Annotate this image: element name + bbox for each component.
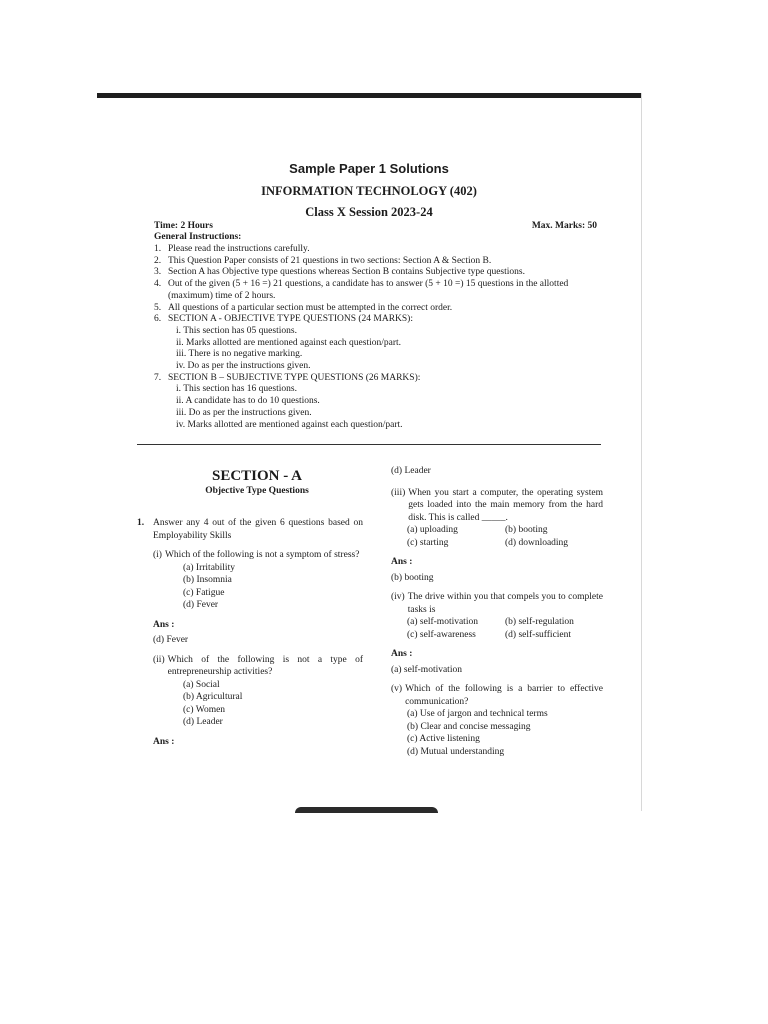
option: (d) downloading <box>505 537 569 548</box>
session-title: Class X Session 2023-24 <box>305 205 433 219</box>
answer-text: (b) booting <box>391 572 434 583</box>
option: (d) Fever <box>183 600 219 610</box>
options-grid <box>391 524 603 549</box>
document-page <box>97 93 642 811</box>
option: (b) booting <box>505 525 548 535</box>
option: (a) Irritability <box>183 562 235 573</box>
page-top-border <box>97 93 641 98</box>
answer-text: (a) self-motivation <box>391 664 462 675</box>
right-column <box>391 465 603 758</box>
section-a-title: SECTION - A <box>211 468 303 484</box>
sub-instruction: ii. A candidate has to do 10 questions. <box>176 396 320 407</box>
sub-instruction: i. This section has 16 questions. <box>176 384 297 395</box>
option: (c) Active listening <box>407 734 480 744</box>
instruction-item: 2. This Question Paper consists of 21 questions in two sections: Section A & Section B. <box>154 255 492 266</box>
instruction-item: 5. All questions of a particular section must be attempted in the correct order. <box>154 302 453 313</box>
option: (a) Social <box>183 679 220 690</box>
section-a-subtitle: Objective Type Questions <box>205 486 309 496</box>
max-marks-label: Max. Marks: 50 <box>531 221 597 231</box>
option: (d) self-sufficient <box>505 629 572 640</box>
instruction-item: 4. Out of the given (5 + 16 =) 21 questions, a candidate has to answer (5 + 10 =) 15 questions in the allotted <box>154 279 569 290</box>
option: (b) Clear and concise messaging <box>407 721 531 732</box>
option: (a) Use of jargon and technical terms <box>407 709 548 719</box>
instruction-item: 3. Section A has Objective type questions whereas Section B contains Subjective type questions. <box>154 267 525 278</box>
option: (b) Insomnia <box>183 575 232 585</box>
left-column <box>137 517 363 748</box>
answer-label: Ans : <box>153 619 175 630</box>
answer-text: (d) Leader <box>391 466 431 476</box>
question-text: Answer any 4 out of the given 6 questions based on Employability Skills <box>153 518 363 541</box>
subject-title: INFORMATION TECHNOLOGY (402) <box>261 184 477 198</box>
option: (b) self-regulation <box>505 617 574 627</box>
option: (a) uploading <box>407 525 458 535</box>
question-number: 1. <box>137 518 145 528</box>
option: (c) self-awareness <box>407 629 476 640</box>
section-divider <box>137 444 601 445</box>
subquestions <box>137 549 363 748</box>
sub-instruction: iv. Do as per the instructions given. <box>176 361 311 372</box>
question-1 <box>137 517 363 542</box>
options-grid <box>391 616 603 641</box>
instructions-list <box>154 244 604 431</box>
answer-label: Ans : <box>391 649 413 659</box>
sub-instruction: iii. There is no negative marking. <box>176 349 303 360</box>
answer-label: Ans : <box>391 557 413 567</box>
option: (b) Agricultural <box>183 692 243 702</box>
subquestion-iv: (iv) The drive within you that compels you to complete tasks is <box>391 592 603 615</box>
instruction-item: 1. Please read the instructions carefully. <box>154 244 310 254</box>
option: (c) starting <box>407 537 449 548</box>
paper-title: Sample Paper 1 Solutions <box>289 161 449 176</box>
option: (c) Fatigue <box>183 587 225 598</box>
general-instructions-heading: General Instructions: <box>154 232 242 242</box>
subquestion-i: (i) Which of the following is not a symptom of stress? <box>153 550 360 560</box>
sub-instruction: iii. Do as per the instructions given. <box>176 407 312 418</box>
instruction-item: 6. SECTION A - OBJECTIVE TYPE QUESTIONS (24 MARKS): <box>154 314 413 325</box>
subquestion-ii: (ii) Which of the following is not a type of entrepreneurship activities? <box>153 654 363 677</box>
instruction-continuation: (maximum) time of 2 hours. <box>168 290 276 301</box>
sub-instruction: ii. Marks allotted are mentioned against each question/part. <box>176 337 402 348</box>
subquestion-iii: (iii) When you start a computer, the operating system gets loaded into the main memory from the hard disk. This is called _____. <box>391 487 603 523</box>
sub-instruction: i. This section has 05 questions. <box>176 325 297 336</box>
answer-label: Ans : <box>153 736 175 747</box>
instruction-item: 7. SECTION B – SUBJECTIVE TYPE QUESTIONS (26 MARKS): <box>154 372 421 383</box>
page-bottom-tab <box>295 807 438 813</box>
time-label: Time: 2 Hours <box>154 221 213 231</box>
subquestion-v: (v) Which of the following is a barrier to effective communication? <box>391 684 603 707</box>
answer-text: (d) Fever <box>153 635 189 645</box>
option: (a) self-motivation <box>407 617 478 627</box>
option: (c) Women <box>183 704 226 715</box>
option: (d) Leader <box>183 717 223 727</box>
option: (d) Mutual understanding <box>407 746 505 757</box>
sub-instruction: iv. Marks allotted are mentioned against each question/part. <box>176 419 403 430</box>
